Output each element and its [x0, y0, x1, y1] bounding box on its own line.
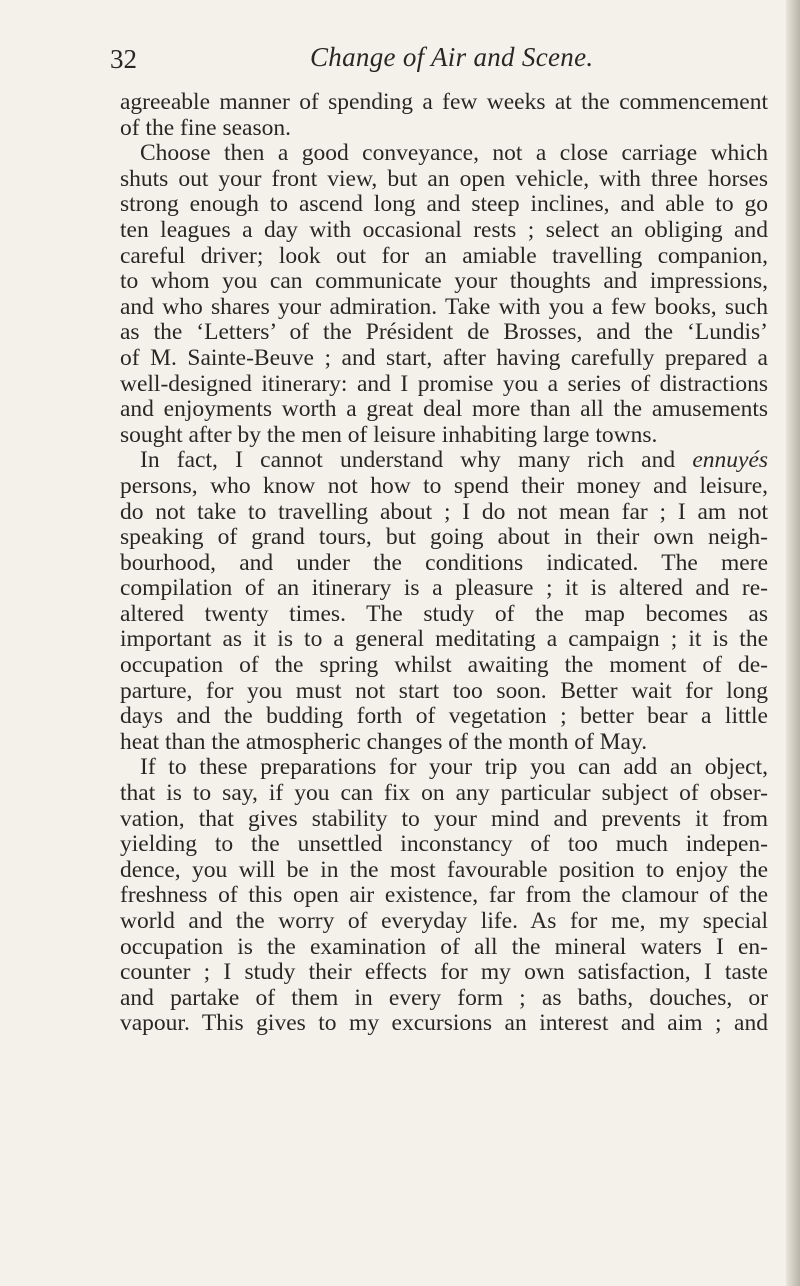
- text-line: [120, 679, 768, 705]
- text-line-content: parture, for you must not start too soon. Better wait for long: [120, 678, 768, 704]
- text-line: [120, 423, 768, 449]
- text-line-content: vapour. This gives to my excursions an interest and aim ; and: [120, 1011, 768, 1037]
- text-line: [120, 1011, 768, 1037]
- text-line: [120, 167, 768, 193]
- text-line: [120, 755, 768, 781]
- text-line-content: yielding to the unsettled inconstancy of too much indepen-: [120, 832, 768, 858]
- text-line-content: important as it is to a general meditating a campaign ; it is the: [120, 627, 768, 653]
- text-line: [120, 525, 768, 551]
- text-line: [120, 474, 768, 500]
- text-line: [120, 704, 768, 730]
- text-line-content: compilation of an itinerary is a pleasure ; it is altered and re-: [120, 576, 768, 602]
- text-line-content: of M. Sainte-Beuve ; and start, after having carefully prepared a: [120, 345, 768, 371]
- text-line: [120, 832, 768, 858]
- text-line: [120, 807, 768, 833]
- text-line-content: If to these preparations for your trip you can add an object,: [140, 755, 768, 781]
- text-line: [120, 653, 768, 679]
- text-line-content: In fact, I cannot understand why many rich and: [140, 448, 676, 474]
- emphasized-word: ennuyés: [692, 448, 768, 474]
- text-line-content: well-designed itinerary: and I promise you a series of distractions: [120, 371, 768, 397]
- text-line-content: and who shares your admiration. Take with you a few books, such: [120, 294, 768, 320]
- text-line: [120, 909, 768, 935]
- text-line-content: persons, who know not how to spend their money and leisure,: [120, 473, 768, 499]
- text-line: [120, 883, 768, 909]
- text-line: [120, 602, 768, 628]
- page-edge-shadow: [786, 0, 800, 1286]
- text-line-content: bourhood, and under the conditions indicated. The mere: [120, 550, 768, 576]
- body-text: [120, 90, 768, 1037]
- text-line-content: and enjoyments worth a great deal more than all the amusements: [120, 397, 768, 423]
- text-line-content: shuts out your front view, but an open vehicle, with three horses: [120, 166, 768, 192]
- text-line: [120, 730, 768, 756]
- text-line: [120, 500, 768, 526]
- text-line: [120, 320, 768, 346]
- text-line: [120, 781, 768, 807]
- text-line: [120, 192, 768, 218]
- page-header: [110, 40, 770, 76]
- text-line-content: Choose then a good conveyance, not a close carriage which: [140, 141, 768, 167]
- text-line: [120, 960, 768, 986]
- text-line: [120, 295, 768, 321]
- text-line: [120, 986, 768, 1012]
- text-line-content: heat than the atmospheric changes of the month of May.: [120, 729, 648, 755]
- text-line: [120, 218, 768, 244]
- text-line-content: strong enough to ascend long and steep inclines, and able to go: [120, 192, 768, 218]
- text-line: [120, 858, 768, 884]
- text-line: [120, 551, 768, 577]
- text-line: [120, 269, 768, 295]
- text-line-content: counter ; I study their effects for my own satisfaction, I taste: [120, 960, 768, 986]
- text-line-content: do not take to travelling about ; I do not mean far ; I am not: [120, 499, 768, 525]
- text-line-content: days and the budding forth of vegetation ; better bear a little: [120, 704, 768, 730]
- text-line: [120, 141, 768, 167]
- text-line-content: vation, that gives stability to your mind and prevents it from: [120, 806, 768, 832]
- text-line-content: occupation is the examination of all the mineral waters I en-: [120, 934, 768, 960]
- text-line-content: of the fine season.: [120, 115, 291, 141]
- text-line-content: freshness of this open air existence, far from the clamour of the: [120, 883, 768, 909]
- text-line-content: that is to say, if you can fix on any particular subject of obser-: [120, 781, 768, 807]
- text-line-content: careful driver; look out for an amiable travelling companion,: [120, 243, 768, 269]
- text-line-content: dence, you will be in the most favourable position to enjoy the: [120, 857, 768, 883]
- text-line: [120, 346, 768, 372]
- text-line: [120, 116, 768, 142]
- text-line-content: agreeable manner of spending a few weeks at the commencement: [120, 90, 768, 115]
- text-line: [120, 448, 768, 474]
- running-title: Change of Air and Scene.: [310, 42, 594, 72]
- text-line: [120, 397, 768, 423]
- text-line-content: speaking of grand tours, but going about in their own neigh-: [120, 525, 768, 551]
- text-line-content: ten leagues a day with occasional rests ; select an obliging and: [120, 217, 768, 243]
- text-line-content: to whom you can communicate your thoughts and impressions,: [120, 269, 768, 295]
- text-line-content: and partake of them in every form ; as baths, douches, or: [120, 985, 768, 1011]
- text-line-content: occupation of the spring whilst awaiting the moment of de-: [120, 653, 768, 679]
- text-line-content: as the ‘Letters’ of the Président de Brosses, and the ‘Lundis’: [120, 320, 768, 346]
- text-line: [120, 372, 768, 398]
- text-line: [120, 90, 768, 116]
- text-line-content: world and the worry of everyday life. As for me, my special: [120, 909, 768, 934]
- page-number: 32: [110, 44, 137, 74]
- text-line: [120, 627, 768, 653]
- text-line: [120, 935, 768, 961]
- text-line: [120, 244, 768, 270]
- text-line-content: altered twenty times. The study of the map becomes as: [120, 601, 768, 627]
- text-line: [120, 576, 768, 602]
- text-line-content: sought after by the men of leisure inhabiting large towns.: [120, 422, 658, 448]
